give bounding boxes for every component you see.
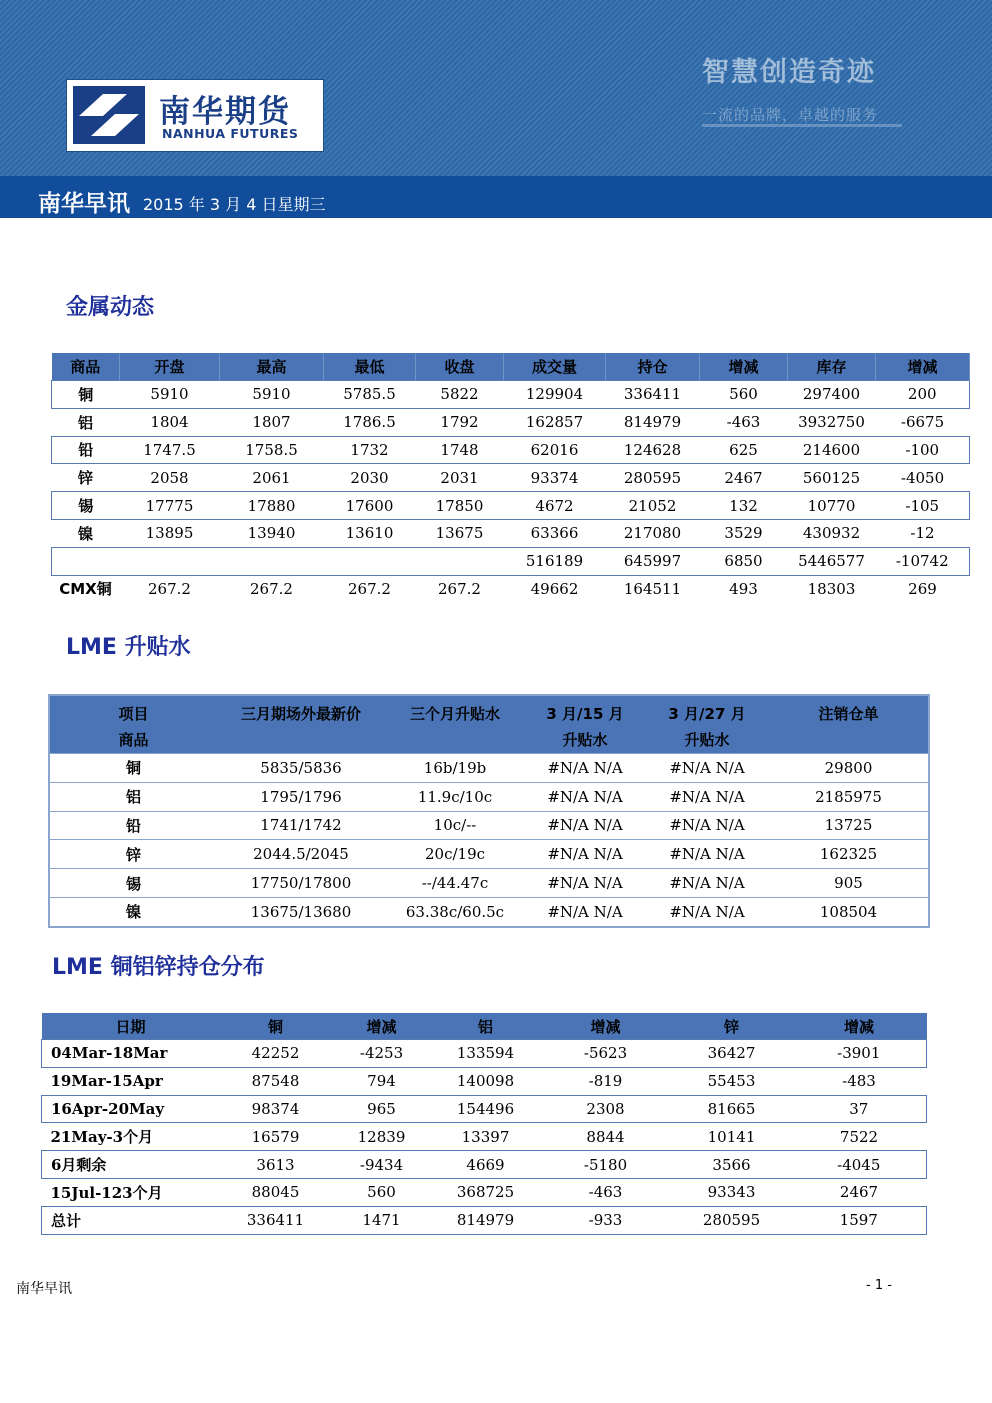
table-cell: 21052 — [606, 492, 700, 520]
table-cell: #N/A N/A — [525, 897, 645, 926]
table-cell: -105 — [876, 492, 970, 520]
column-header: 开盘 — [120, 353, 220, 381]
table-cell: 2308 — [540, 1095, 672, 1123]
table-cell: 5785.5 — [324, 381, 416, 409]
column-header: 增减 — [700, 353, 788, 381]
table-cell: 1795/1796 — [217, 782, 385, 811]
page-number: - 1 - — [866, 1278, 892, 1293]
table-cell: 2044.5/2045 — [217, 840, 385, 869]
table-cell: 905 — [769, 869, 929, 898]
table-cell: 814979 — [623, 413, 682, 432]
table-cell: 2185975 — [769, 782, 929, 811]
table-cell: 13940 — [247, 524, 296, 543]
table-cell: 2030 — [350, 468, 389, 487]
table-cell: 1741/1742 — [217, 811, 385, 840]
table-cell: #N/A N/A — [525, 754, 645, 783]
table-cell: 16Apr-20May — [42, 1095, 220, 1123]
column-header — [525, 695, 645, 754]
table-cell: 5835/5836 — [217, 754, 385, 783]
table-row — [52, 547, 970, 575]
table-cell: 98374 — [220, 1095, 332, 1123]
table-row — [52, 381, 970, 409]
column-header — [49, 695, 217, 754]
report-brand: 南华早讯 — [38, 191, 130, 217]
table-cell: 2058 — [150, 468, 189, 487]
column-header: 增减 — [540, 1013, 672, 1040]
table-cell: 3932750 — [798, 413, 865, 432]
table-cell: 4669 — [432, 1151, 540, 1179]
table-cell: 1792 — [440, 413, 479, 432]
table-cell: 铝 — [49, 782, 217, 811]
table-row — [42, 1123, 927, 1151]
table-cell: 36427 — [672, 1040, 792, 1068]
table-row — [42, 1206, 927, 1234]
table-cell: 铜 — [52, 381, 120, 409]
logo-chinese-name: 南华期货 — [159, 94, 291, 130]
column-header: 日期 — [42, 1013, 220, 1040]
table-cell: 4672 — [504, 492, 606, 520]
lme-premium-section-title: LME 升贴水 — [66, 635, 191, 660]
table-cell: 1804 — [150, 413, 189, 432]
table-cell: -10742 — [876, 547, 970, 575]
table-row — [52, 519, 970, 547]
table-cell: 15Jul-123个月 — [50, 1183, 163, 1202]
table-cell: --/44.47c — [385, 869, 525, 898]
table-cell: 8844 — [586, 1127, 625, 1146]
logo-english-name: NANHUA FUTURES — [162, 126, 299, 141]
lme-premium-table — [48, 694, 930, 928]
table-cell: 20c/19c — [385, 840, 525, 869]
table-cell: -4050 — [900, 468, 945, 487]
table-cell: 17750/17800 — [217, 869, 385, 898]
table-cell: 625 — [700, 436, 788, 464]
column-header-line1: 项目 — [118, 705, 149, 723]
table-cell: 129904 — [504, 381, 606, 409]
table-cell: 1747.5 — [120, 436, 220, 464]
table-cell: #N/A N/A — [525, 840, 645, 869]
table-cell: -819 — [588, 1072, 623, 1091]
slogan-rule — [702, 124, 902, 127]
table-cell: 560 — [700, 381, 788, 409]
table-cell: -463 — [726, 413, 761, 432]
table-cell: 铜 — [49, 754, 217, 783]
table-cell: 13675 — [435, 524, 484, 543]
table-cell: 132 — [700, 492, 788, 520]
table-cell: 108504 — [769, 897, 929, 926]
table-cell: 铅 — [52, 436, 120, 464]
table-cell: 140098 — [456, 1072, 515, 1091]
table-cell: 17850 — [416, 492, 504, 520]
column-header: 最高 — [220, 353, 324, 381]
table-cell: 21May-3个月 — [50, 1128, 154, 1147]
table-cell: 124628 — [606, 436, 700, 464]
table-cell: -483 — [842, 1072, 876, 1091]
table-row — [42, 1178, 927, 1206]
table-cell: 2467 — [724, 468, 763, 487]
table-cell: 13397 — [461, 1127, 510, 1146]
table-cell: 18303 — [807, 579, 856, 598]
column-header-line1: 3 月/15 月 — [546, 705, 624, 723]
table-cell: 铝 — [77, 413, 93, 432]
column-header-line1: 三个月升贴水 — [409, 705, 500, 723]
table-cell: 88045 — [251, 1183, 300, 1202]
table-cell: -6675 — [900, 413, 945, 432]
table-cell: 162325 — [769, 840, 929, 869]
column-header: 增减 — [332, 1013, 432, 1040]
table-row — [49, 897, 929, 926]
table-cell: -5180 — [540, 1151, 672, 1179]
table-cell: 1471 — [332, 1206, 432, 1234]
slogan: 智慧创造奇迹 — [702, 57, 876, 88]
table-cell: 336411 — [220, 1206, 332, 1234]
table-cell: 154496 — [432, 1095, 540, 1123]
table-row — [52, 492, 970, 520]
table-cell: 17600 — [324, 492, 416, 520]
table-cell: 16b/19b — [385, 754, 525, 783]
table-cell: 10770 — [788, 492, 876, 520]
table-cell: 164511 — [623, 579, 682, 598]
table-cell: 55453 — [707, 1072, 756, 1091]
table-cell: 6月剩余 — [42, 1151, 220, 1179]
table-cell: #N/A N/A — [525, 869, 645, 898]
table-cell: 133594 — [432, 1040, 540, 1068]
table-cell: #N/A N/A — [645, 782, 769, 811]
table-cell: 62016 — [504, 436, 606, 464]
table-cell: 814979 — [432, 1206, 540, 1234]
table-cell: #N/A N/A — [645, 811, 769, 840]
table-row — [49, 782, 929, 811]
table-cell: 430932 — [802, 524, 861, 543]
table-cell: 5446577 — [788, 547, 876, 575]
table-cell: 267.2 — [148, 579, 191, 598]
table-cell: 493 — [729, 579, 758, 598]
table-cell: 6850 — [700, 547, 788, 575]
table-cell: 81665 — [672, 1095, 792, 1123]
column-header: 铝 — [432, 1013, 540, 1040]
table-cell: #N/A N/A — [645, 754, 769, 783]
table-cell: 11.9c/10c — [385, 782, 525, 811]
table-cell: 37 — [792, 1095, 927, 1123]
table-cell: -463 — [588, 1183, 623, 1202]
table-cell: -3901 — [792, 1040, 927, 1068]
table-cell: 63366 — [530, 524, 579, 543]
table-cell: #N/A N/A — [525, 782, 645, 811]
table-row — [52, 436, 970, 464]
table-row — [42, 1095, 927, 1123]
table-cell: 1758.5 — [220, 436, 324, 464]
table-cell: 29800 — [769, 754, 929, 783]
column-header: 锌 — [672, 1013, 792, 1040]
column-header-line1: 三月期场外最新价 — [240, 705, 361, 723]
table-cell — [220, 547, 324, 575]
table-row — [49, 869, 929, 898]
table-cell: 267.2 — [348, 579, 391, 598]
table-cell: 3529 — [724, 524, 763, 543]
table-cell: 49662 — [530, 579, 579, 598]
table-cell: 13610 — [345, 524, 394, 543]
metals-table — [51, 353, 970, 602]
table-cell — [416, 547, 504, 575]
table-cell: 93374 — [530, 468, 579, 487]
table-cell: 42252 — [220, 1040, 332, 1068]
table-cell: 217080 — [623, 524, 682, 543]
table-cell: #N/A N/A — [645, 897, 769, 926]
table-cell: 19Mar-15Apr — [50, 1072, 163, 1091]
table-cell: 93343 — [707, 1183, 756, 1202]
nanhua-logo — [66, 79, 324, 152]
column-header: 增减 — [792, 1013, 927, 1040]
table-cell: 1748 — [416, 436, 504, 464]
column-header-line2: 升贴水 — [562, 731, 608, 749]
table-cell: -5623 — [540, 1040, 672, 1068]
table-cell: 铅 — [49, 811, 217, 840]
table-cell: 1597 — [792, 1206, 927, 1234]
table-cell: 17880 — [220, 492, 324, 520]
footer-brand: 南华早讯 — [16, 1281, 72, 1297]
table-cell: 200 — [876, 381, 970, 409]
column-header — [769, 695, 929, 754]
table-cell: 645997 — [606, 547, 700, 575]
column-header — [217, 695, 385, 754]
metals-section-title: 金属动态 — [66, 295, 155, 320]
table-row — [52, 464, 970, 492]
table-cell: 10c/-- — [385, 811, 525, 840]
table-cell: -4045 — [792, 1151, 927, 1179]
column-header: 成交量 — [504, 353, 606, 381]
table-row — [42, 1151, 927, 1179]
table-cell: 794 — [367, 1072, 396, 1091]
table-cell — [52, 547, 120, 575]
column-header: 收盘 — [416, 353, 504, 381]
column-header: 商品 — [52, 353, 120, 381]
table-cell: 5910 — [120, 381, 220, 409]
table-cell: 13725 — [769, 811, 929, 840]
table-cell: 5910 — [220, 381, 324, 409]
table-cell: 3566 — [672, 1151, 792, 1179]
table-cell: 总计 — [42, 1206, 220, 1234]
table-cell: 锡 — [52, 492, 120, 520]
table-cell: 12839 — [357, 1127, 406, 1146]
table-cell: 10141 — [707, 1127, 756, 1146]
table-cell: 锡 — [49, 869, 217, 898]
table-cell: 2467 — [839, 1183, 879, 1202]
table-cell: 镍 — [77, 524, 93, 543]
lme-positions-section-title: LME 铜铝锌持仓分布 — [52, 955, 265, 980]
table-cell: 3613 — [220, 1151, 332, 1179]
table-row — [49, 754, 929, 783]
table-cell: 336411 — [606, 381, 700, 409]
table-cell: 5822 — [416, 381, 504, 409]
lme-positions-table — [41, 1013, 927, 1235]
table-cell: 280595 — [623, 468, 682, 487]
table-cell: 13675/13680 — [217, 897, 385, 926]
table-row — [42, 1067, 927, 1095]
table-cell: 269 — [908, 579, 937, 598]
table-cell: 280595 — [672, 1206, 792, 1234]
column-header-line1: 注销仓单 — [818, 705, 879, 723]
table-cell: -9434 — [332, 1151, 432, 1179]
column-header: 持仓 — [606, 353, 700, 381]
table-cell: -933 — [540, 1206, 672, 1234]
table-cell: #N/A N/A — [645, 840, 769, 869]
column-header: 最低 — [324, 353, 416, 381]
table-cell: #N/A N/A — [645, 869, 769, 898]
table-cell: 162857 — [525, 413, 584, 432]
table-cell: -100 — [876, 436, 970, 464]
table-cell: 267.2 — [438, 579, 481, 598]
table-cell: 267.2 — [250, 579, 293, 598]
column-header: 增减 — [876, 353, 970, 381]
table-cell: 560 — [367, 1183, 396, 1202]
table-cell: 7522 — [839, 1127, 879, 1146]
table-cell: 16579 — [251, 1127, 300, 1146]
table-cell: 04Mar-18Mar — [42, 1040, 220, 1068]
table-cell: 2061 — [252, 468, 291, 487]
table-row — [52, 408, 970, 436]
table-cell: 1786.5 — [343, 413, 396, 432]
table-row — [49, 811, 929, 840]
table-cell: 516189 — [504, 547, 606, 575]
table-cell: 965 — [332, 1095, 432, 1123]
column-header: 库存 — [788, 353, 876, 381]
table-row — [42, 1040, 927, 1068]
table-cell: 63.38c/60.5c — [385, 897, 525, 926]
table-cell: 214600 — [788, 436, 876, 464]
column-header-line2: 商品 — [118, 731, 149, 749]
column-header: 铜 — [220, 1013, 332, 1040]
table-row — [49, 840, 929, 869]
table-cell: 锌 — [77, 469, 93, 488]
table-cell: 87548 — [251, 1072, 300, 1091]
table-cell: CMX铜 — [59, 580, 112, 599]
slogan-sub: 一流的品牌，卓越的服务 — [702, 106, 879, 124]
table-cell — [324, 547, 416, 575]
table-cell: 镍 — [49, 897, 217, 926]
table-cell: 297400 — [788, 381, 876, 409]
report-date: 2015 年 3 月 4 日星期三 — [143, 195, 326, 214]
nanhua-logo-mark-icon — [73, 86, 145, 144]
table-cell: -12 — [910, 524, 935, 543]
table-cell: #N/A N/A — [525, 811, 645, 840]
table-cell: 560125 — [802, 468, 861, 487]
table-cell — [120, 547, 220, 575]
table-cell: -4253 — [332, 1040, 432, 1068]
table-cell: 1732 — [324, 436, 416, 464]
column-header — [385, 695, 525, 754]
table-cell: 13895 — [145, 524, 194, 543]
column-header-line1: 3 月/27 月 — [668, 705, 746, 723]
table-row — [52, 575, 970, 602]
table-cell: 锌 — [49, 840, 217, 869]
table-cell: 368725 — [456, 1183, 515, 1202]
table-cell: 2031 — [440, 468, 479, 487]
table-cell: 1807 — [252, 413, 291, 432]
table-cell: 17775 — [120, 492, 220, 520]
column-header-line2: 升贴水 — [684, 731, 730, 749]
column-header — [645, 695, 769, 754]
